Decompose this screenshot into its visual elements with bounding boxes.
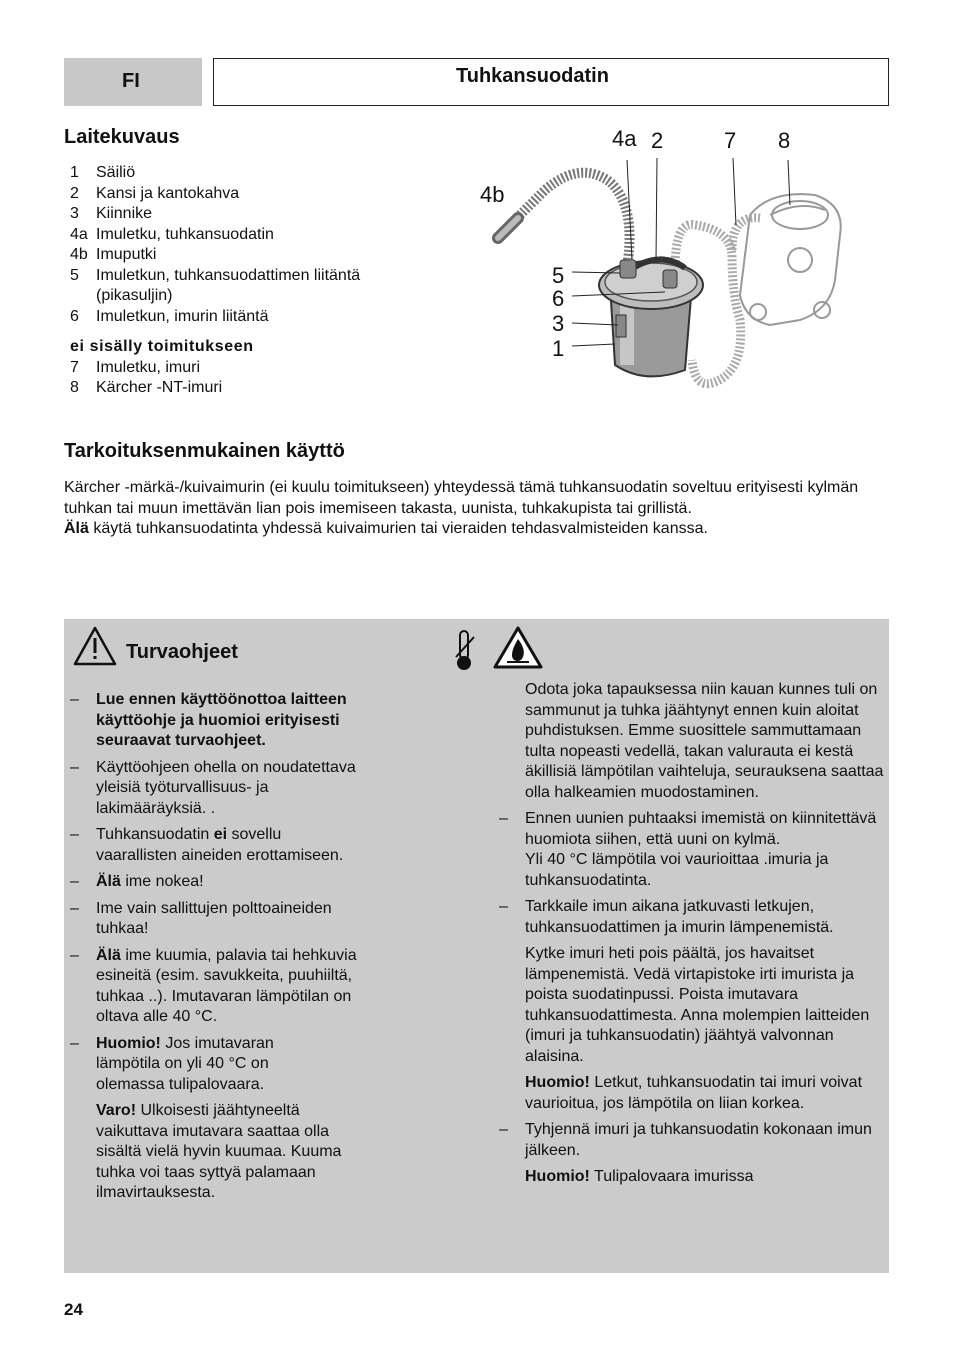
item-text: Imuletkun, tuhkansuodattimen liitäntä bbox=[96, 266, 361, 284]
text: Ulkoisesti jäähtyneeltä vaikuttava imutavara saattaa olla sisältä vielä hyvin kuumaa. Kuuma tuhka voi taas syttyä palamaan ilmavirtauksesta. bbox=[96, 1102, 342, 1201]
safety-heading: Turvaohjeet bbox=[126, 641, 238, 663]
dash: – bbox=[70, 946, 79, 964]
text: ime nokea! bbox=[120, 873, 204, 890]
paragraph: Odota joka tapauksessa niin kauan kunnes tuli on sammunut ja tuhka jäähtynyt ennen kuin aloitat puhdistuksen. Emme suosittele sammuttamaan tulta nopeasti vedellä, takan valurauta ei kestä äkillisiä lämpötilan vaihteluja, seurauksena saattaa olla halkeamien muodostaminen. bbox=[525, 681, 884, 801]
bold-text: Varo! bbox=[96, 1102, 137, 1119]
dash: – bbox=[70, 1034, 79, 1052]
text: Tarkkaile imun aikana jatkuvasti letkujen, tuhkansuodattimen ja imurin lämpenemistä. bbox=[525, 898, 834, 936]
item-number: 2 bbox=[70, 184, 79, 202]
text: Käyttöohjeen ohella on noudatettava yleisiä työturvallisuus- ja lakimääräyksiä. . bbox=[96, 758, 356, 817]
dash: – bbox=[70, 826, 79, 843]
text: sovellu vaarallisten aineiden erottamiseen. bbox=[96, 826, 344, 864]
text: Letkut, tuhkansuodatin tai imuri voivat vaurioitua, jos lämpötila on liian korkea. bbox=[525, 1074, 863, 1112]
label-4a: 4a bbox=[612, 126, 637, 151]
usage-heading: Tarkoituksenmukainen käyttö bbox=[64, 440, 345, 462]
bold-text: ei bbox=[213, 826, 228, 843]
ash-filter-hose bbox=[515, 173, 630, 260]
list-item bbox=[70, 758, 360, 820]
list-item bbox=[70, 204, 410, 225]
item-number: 4a bbox=[70, 225, 88, 243]
container bbox=[599, 259, 703, 376]
item-text: Imuletkun, imurin liitäntä bbox=[96, 307, 269, 325]
language-tab bbox=[64, 58, 202, 106]
text: käytä tuhkansuodatinta yhdessä kuivaimurien tai vieraiden tehdasvalmisteiden kanssa. bbox=[88, 520, 708, 537]
list-item bbox=[70, 1034, 360, 1096]
page-title: Tuhkansuodatin bbox=[456, 65, 609, 87]
text: Ime vain sallittujen polttoaineiden tuhkaa! bbox=[96, 899, 332, 937]
text: Tuhkansuodatin bbox=[96, 826, 214, 843]
list-item bbox=[70, 163, 410, 184]
label-7: 7 bbox=[724, 128, 737, 153]
page-number: 24 bbox=[64, 1300, 83, 1319]
dash: – bbox=[499, 810, 508, 827]
label-8: 8 bbox=[778, 128, 791, 153]
item-number: 1 bbox=[70, 164, 79, 181]
dash: – bbox=[70, 691, 79, 708]
dash: – bbox=[70, 873, 79, 890]
safety-left-column bbox=[70, 690, 360, 1210]
bold-text: Älä bbox=[96, 873, 121, 890]
list-item bbox=[70, 690, 360, 752]
bold-text: Älä bbox=[64, 520, 89, 537]
thermometer-icon bbox=[446, 627, 486, 673]
item-text: (pikasuljin) bbox=[96, 287, 173, 304]
description-heading: Laitekuvaus bbox=[64, 126, 180, 148]
ash-filter-illustration bbox=[470, 120, 890, 410]
text: Tyhjennä imuri ja tuhkansuodatin kokonaan imun jälkeen. bbox=[525, 1121, 872, 1159]
item-number: 3 bbox=[70, 205, 79, 222]
usage-text bbox=[64, 478, 884, 540]
list-item bbox=[70, 307, 410, 328]
item-number: 5 bbox=[70, 266, 79, 284]
safety-panel bbox=[64, 619, 889, 1273]
text: Ennen uunien puhtaaksi imemistä on kiinnitettävä huomiota siihen, että uuni on kylmä. bbox=[525, 810, 877, 848]
label-4b: 4b bbox=[480, 182, 505, 207]
safety-right-column bbox=[499, 680, 889, 1194]
list-item bbox=[70, 378, 410, 399]
bold-text: Huomio! bbox=[525, 1168, 590, 1185]
warning-icon bbox=[72, 625, 118, 667]
label-3: 3 bbox=[552, 311, 565, 336]
item-text: Imuputki bbox=[96, 246, 157, 263]
item-number: 4b bbox=[70, 246, 88, 263]
label-1: 1 bbox=[552, 336, 565, 361]
label-6: 6 bbox=[552, 286, 565, 311]
dash: – bbox=[70, 899, 79, 917]
title-box bbox=[213, 58, 889, 106]
bold-text: Älä bbox=[96, 946, 121, 964]
list-item bbox=[70, 825, 360, 866]
bold-text: Lue ennen käyttöönottoa laitteen käyttöohje ja huomioi erityisesti seuraavat turvaohjeet. bbox=[96, 691, 347, 749]
item-text: Imuletku, tuhkansuodatin bbox=[96, 225, 274, 243]
list-item bbox=[499, 897, 889, 938]
paragraph: Kytke imuri heti pois päältä, jos havaitset lämpenemistä. Vedä virtapistoke irti imurista ja poista suodatinpussi. Poista imutavara tuhkansuodattimesta. Anna molempien laitteiden (imuri ja tuhkansuodatin) jäähtyä valvonnan alaisina. bbox=[525, 945, 870, 1065]
usage-paragraph: Kärcher -märkä-/kuivaimurin (ei kuulu toimitukseen) yhteydessä tämä tuhkansuodatin soveltuu erityisesti kylmän tuhkan tai muun imettävän lian pois imemiseen takasta, uunista, tuhkakupista tai grillistä. bbox=[64, 479, 859, 517]
paragraph: Yli 40 °C lämpötila voi vaurioittaa .imuria ja tuhkansuodatinta. bbox=[525, 851, 829, 889]
list-item bbox=[70, 899, 360, 940]
list-item bbox=[70, 358, 410, 379]
usage-paragraph bbox=[64, 519, 884, 540]
item-text: Imuletku, imuri bbox=[96, 358, 201, 376]
bold-text: Huomio! bbox=[525, 1074, 590, 1091]
list-item bbox=[70, 184, 410, 205]
item-text: Säiliö bbox=[96, 164, 136, 181]
item-number bbox=[70, 286, 96, 307]
list-item bbox=[70, 872, 360, 893]
item-number: 6 bbox=[70, 307, 79, 325]
label-2: 2 bbox=[651, 128, 664, 153]
device-drawing bbox=[470, 120, 890, 410]
dash: – bbox=[499, 1121, 508, 1138]
paragraph bbox=[499, 1073, 889, 1114]
list-item bbox=[70, 266, 410, 287]
paragraph bbox=[499, 1167, 889, 1188]
bold-text: Huomio! bbox=[96, 1034, 161, 1052]
list-item bbox=[70, 225, 410, 246]
item-text: Kärcher -NT-imuri bbox=[96, 379, 223, 396]
list-item bbox=[70, 946, 360, 1028]
item-text: Kansi ja kantokahva bbox=[96, 184, 240, 202]
item-number: 7 bbox=[70, 358, 79, 376]
list-item bbox=[499, 809, 889, 850]
list-item bbox=[70, 245, 410, 266]
language-code: FI bbox=[122, 70, 140, 92]
item-number: 8 bbox=[70, 379, 79, 396]
text: Jos imutavaran lämpötila on yli 40 °C on olemassa tulipalovaara. bbox=[96, 1034, 274, 1093]
label-5: 5 bbox=[552, 263, 565, 288]
parts-list bbox=[70, 163, 410, 399]
not-included-heading: ei sisälly toimitukseen bbox=[70, 338, 254, 355]
list-item bbox=[499, 1120, 889, 1161]
flammable-warning-icon bbox=[492, 625, 544, 671]
list-item bbox=[70, 286, 410, 307]
dash: – bbox=[499, 898, 508, 915]
caution-paragraph bbox=[70, 1101, 358, 1204]
text: ime kuumia, palavia tai hehkuvia esineitä (esim. savukkeita, puuhiiltä, tuhkaa ..). Imutavaran lämpötilan on oltava alle 40 °C. bbox=[96, 946, 357, 1025]
item-text: Kiinnike bbox=[96, 205, 153, 222]
text: Tulipalovaara imurissa bbox=[589, 1168, 754, 1185]
dash: – bbox=[70, 758, 79, 776]
